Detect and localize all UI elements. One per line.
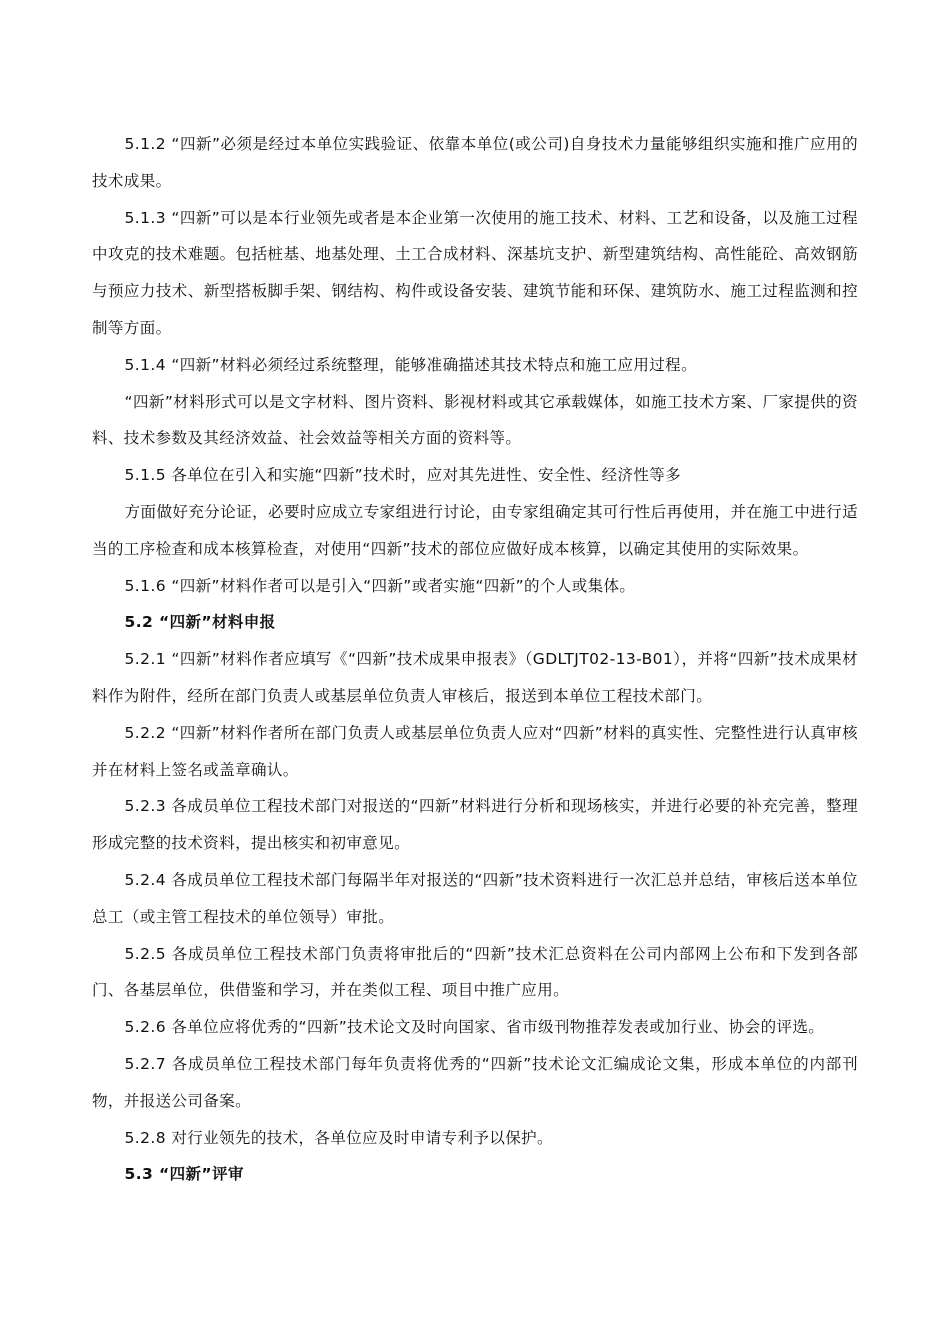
paragraph-5-2-8: 5.2.8 对行业领先的技术，各单位应及时申请专利予以保护。 — [124, 1128, 553, 1147]
paragraph-5-1-5: 5.1.5 各单位在引入和实施“四新”技术时，应对其先进性、安全性、经济性等多 — [124, 466, 682, 485]
paragraph-5-1-6: 5.1.6 “四新”材料作者可以是引入“四新”或者实施“四新”的个人或集体。 — [124, 576, 636, 595]
paragraph-5-2-4: 5.2.4 各成员单位工程技术部门每隔半年对报送的“四新”技术资料进行一次汇总并总结，审核后送本单位总工（或主管工程技术的单位领导）审批。 — [92, 870, 858, 926]
paragraph-5-2-5: 5.2.5 各成员单位工程技术部门负责将审批后的“四新”技术汇总资料在公司内部网上公布和下发到各部门、各基层单位，供借鉴和学习，并在类似工程、项目中推广应用。 — [92, 944, 858, 1000]
paragraph-material-forms: “四新”材料形式可以是文字材料、图片资料、影视材料或其它承载媒体，如施工技术方案、厂家提供的资料、技术参数及其经济效益、社会效益等相关方面的资料等。 — [92, 392, 858, 448]
paragraph-5-2-1: 5.2.1 “四新”材料作者应填写《“四新”技术成果申报表》（GDLTJT02-13-B01），并将“四新”技术成果材料作为附件，经所在部门负责人或基层单位负责人审核后，报送到本单位工程技术部门。 — [92, 650, 858, 705]
paragraph-5-1-4: 5.1.4 “四新”材料必须经过系统整理，能够准确描述其技术特点和施工应用过程。 — [124, 355, 697, 374]
paragraph-5-2-2: 5.2.2 “四新”材料作者所在部门负责人或基层单位负责人应对“四新”材料的真实性、完整性进行认真审核并在材料上签名或盖章确认。 — [92, 723, 858, 779]
paragraph-5-2-7: 5.2.7 各成员单位工程技术部门每年负责将优秀的“四新”技术论文汇编成论文集，形成本单位的内部刊物，并报送公司备案。 — [92, 1054, 858, 1110]
section-heading-5-2: 5.2 “四新”材料申报 — [124, 613, 276, 632]
paragraph-5-1-3: 5.1.3 “四新”可以是本行业领先或者是本企业第一次使用的施工技术、材料、工艺和设备，以及施工过程中攻克的技术难题。包括桩基、地基处理、土工合成材料、深基坑支护、新型建筑结构、高性能砼、高效钢筋与预应力技术、新型搭板脚手架、钢结构、构件或设备安装、建筑节能和环保、建筑防水、施工过程监测和控制等方面。 — [92, 208, 858, 337]
paragraph-5-1-5-continued: 方面做好充分论证，必要时应成立专家组进行讨论，由专家组确定其可行性后再使用，并在施工中进行适当的工序检查和成本核算检查，对使用“四新”技术的部位应做好成本核算，以确定其使用的实际效果。 — [92, 502, 858, 558]
document-page — [92, 126, 858, 1193]
paragraph-5-2-3: 5.2.3 各成员单位工程技术部门对报送的“四新”材料进行分析和现场核实，并进行必要的补充完善，整理形成完整的技术资料，提出核实和初审意见。 — [92, 797, 858, 853]
paragraph-5-1-2: 5.1.2 “四新”必须是经过本单位实践验证、依靠本单位(或公司)自身技术力量能够组织实施和推广应用的技术成果。 — [92, 135, 858, 190]
paragraph-5-2-6: 5.2.6 各单位应将优秀的“四新”技术论文及时向国家、省市级刊物推荐发表或加行业、协会的评选。 — [124, 1018, 825, 1037]
section-heading-5-3: 5.3 “四新”评审 — [124, 1165, 244, 1184]
